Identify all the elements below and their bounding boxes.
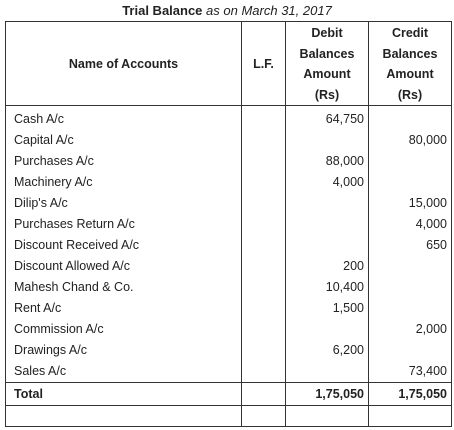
lf-cell [242, 151, 286, 172]
total-credit: 1,75,050 [369, 383, 452, 406]
credit-amount [369, 298, 452, 319]
lf-cell [242, 319, 286, 340]
debit-amount: 4,000 [286, 172, 369, 193]
account-name: Cash A/c [6, 106, 242, 131]
credit-amount: 4,000 [369, 214, 452, 235]
lf-cell [242, 256, 286, 277]
lf-cell [242, 277, 286, 298]
credit-amount [369, 277, 452, 298]
table-row [6, 172, 452, 193]
account-name: Rent A/c [6, 298, 242, 319]
table-title [0, 3, 454, 19]
table-row [6, 319, 452, 340]
table-row [6, 298, 452, 319]
table-row [6, 340, 452, 361]
credit-amount: 73,400 [369, 361, 452, 383]
debit-amount: 6,200 [286, 340, 369, 361]
ledger-rows [6, 106, 452, 427]
account-name: Machinery A/c [6, 172, 242, 193]
debit-amount [286, 361, 369, 383]
total-row [6, 383, 452, 406]
debit-amount: 64,750 [286, 106, 369, 131]
lf-cell [242, 130, 286, 151]
account-name: Discount Allowed A/c [6, 256, 242, 277]
header-lf: L.F. [242, 22, 286, 106]
table-row [6, 277, 452, 298]
account-name: Commission A/c [6, 319, 242, 340]
table-row [6, 193, 452, 214]
title-date: as on March 31, 2017 [206, 3, 332, 18]
debit-amount [286, 193, 369, 214]
lf-cell [242, 193, 286, 214]
account-name: Capital A/c [6, 130, 242, 151]
lf-cell [242, 214, 286, 235]
credit-amount [369, 151, 452, 172]
account-name: Discount Received A/c [6, 235, 242, 256]
credit-amount: 2,000 [369, 319, 452, 340]
debit-amount: 88,000 [286, 151, 369, 172]
table-row [6, 361, 452, 383]
debit-amount [286, 214, 369, 235]
credit-amount [369, 340, 452, 361]
debit-amount: 200 [286, 256, 369, 277]
debit-amount [286, 319, 369, 340]
total-label: Total [6, 383, 242, 406]
debit-amount: 10,400 [286, 277, 369, 298]
header-name-of-accounts: Name of Accounts [6, 22, 242, 106]
debit-amount: 1,500 [286, 298, 369, 319]
lf-cell [242, 340, 286, 361]
credit-amount [369, 106, 452, 131]
table-row [6, 106, 452, 131]
account-name: Drawings A/c [6, 340, 242, 361]
account-name: Sales A/c [6, 361, 242, 383]
title-main: Trial Balance [122, 3, 203, 18]
header-debit: Debit Balances Amount (Rs) [286, 22, 369, 106]
table-row [6, 214, 452, 235]
table-row [6, 130, 452, 151]
credit-amount [369, 172, 452, 193]
account-name: Dilip's A/c [6, 193, 242, 214]
table-row [6, 235, 452, 256]
account-name: Purchases Return A/c [6, 214, 242, 235]
credit-amount: 15,000 [369, 193, 452, 214]
credit-amount [369, 256, 452, 277]
credit-amount: 650 [369, 235, 452, 256]
table-row [6, 151, 452, 172]
header-credit: Credit Balances Amount (Rs) [369, 22, 452, 106]
lf-cell [242, 235, 286, 256]
trial-balance-table [5, 21, 452, 427]
lf-cell [242, 383, 286, 406]
lf-cell [242, 298, 286, 319]
lf-cell [242, 361, 286, 383]
header-row [6, 22, 452, 106]
table-row [6, 256, 452, 277]
debit-amount [286, 235, 369, 256]
debit-amount [286, 130, 369, 151]
credit-amount: 80,000 [369, 130, 452, 151]
total-debit: 1,75,050 [286, 383, 369, 406]
account-name: Purchases A/c [6, 151, 242, 172]
lf-cell [242, 106, 286, 131]
lf-cell [242, 172, 286, 193]
account-name: Mahesh Chand & Co. [6, 277, 242, 298]
blank-row [6, 406, 452, 427]
